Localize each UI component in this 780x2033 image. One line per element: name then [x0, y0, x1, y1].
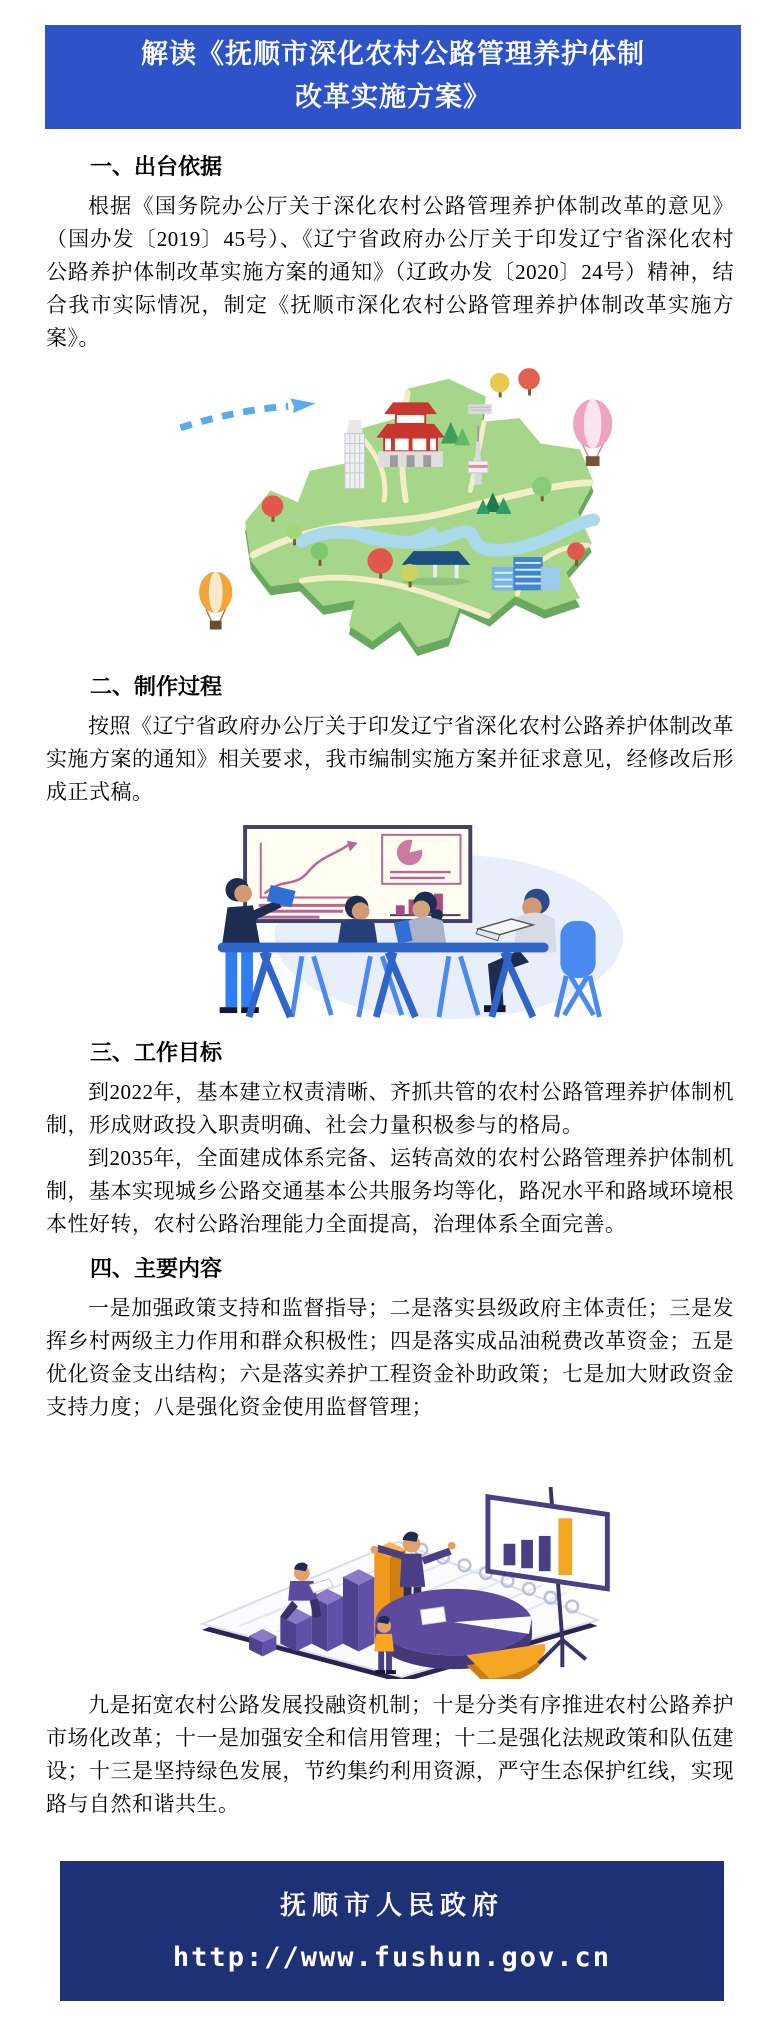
section-heading-basis: 一、出台依据 [90, 154, 223, 179]
section-heading-goals: 三、工作目标 [90, 1040, 223, 1065]
paragraph-items-9-13: 九是拓宽农村公路发展投融资机制；十是分类有序推进农村公路养护市场化改革；十一是加强安全和信用管理；十二是强化法规政策和队伍建设；十三是坚持绿色发展，节约集约利用资源，严守生态保护红线，实现路与自然和谐共生。 [46, 1693, 734, 1816]
paragraph-goal-2035: 到2035年，全面建成体系完备、运转高效的农村公路管理养护体制机制，基本实现城乡公路交通基本公共服务均等化，路况水平和路域环境根本性好转，农村公路治理能力全面提高，治理体系全面完善。 [46, 1146, 734, 1236]
site-footer [60, 1861, 724, 2001]
section-heading-content: 四、主要内容 [90, 1256, 223, 1281]
skyscraper [345, 420, 365, 489]
government-name: 抚顺市人民政府 [279, 1890, 504, 1920]
paragraph-items-1-8: 一是加强政策支持和监督指导；二是落实县级政府主体责任；三是发挥乡村两级主力作用和群众积极性；四是落实成品油税费改革资金；五是优化资金支出结构；六是落实养护工程资金补助政策；七是加大财政资金支持力度；八是强化资金使用监督管理； [46, 1296, 734, 1419]
page-title-line-1: 解读《抚顺市深化农村公路管理养护体制 [141, 39, 645, 69]
traditional-gate [376, 402, 445, 467]
paragraph-goal-2022: 到2022年，基本建立权责清晰、齐抓共管的农村公路管理养护体制机制，形成财政投入职责明确、社会力量积极参与的格局。 [46, 1080, 734, 1137]
article-content [0, 129, 780, 1821]
paragraph-basis: 根据《国务院办公厅关于深化农村公路管理养护体制改革的意见》（国办发〔2019〕45号）、《辽宁省政府办公厅关于印发辽宁省深化农村公路养护体制改革实施方案的通知》（辽政办发〔2020〕24号）精神，结合我市实际情况，制定《抚顺市深化农村公路管理养护体制改革实施方案》。 [46, 194, 734, 350]
small-bridge [468, 404, 492, 414]
flight-path-dashed-line [180, 398, 315, 427]
meeting-presentation-illustration [46, 819, 734, 1025]
page-title-line-2: 改革实施方案》 [295, 82, 491, 112]
hot-air-balloon-orange [199, 572, 232, 630]
section-heading-process: 二、制作过程 [90, 674, 223, 699]
paragraph-process: 按照《辽宁省政府办公厅关于印发辽宁省深化农村公路养护体制改革实施方案的通知》相关要求，我市编制实施方案并征求意见，经修改后形成正式稿。 [46, 714, 734, 804]
rural-city-map-illustration [46, 365, 734, 659]
page-title-banner [45, 25, 741, 129]
business-analytics-illustration [46, 1434, 734, 1679]
government-url: http://www.fushun.gov.cn [172, 1942, 612, 1973]
